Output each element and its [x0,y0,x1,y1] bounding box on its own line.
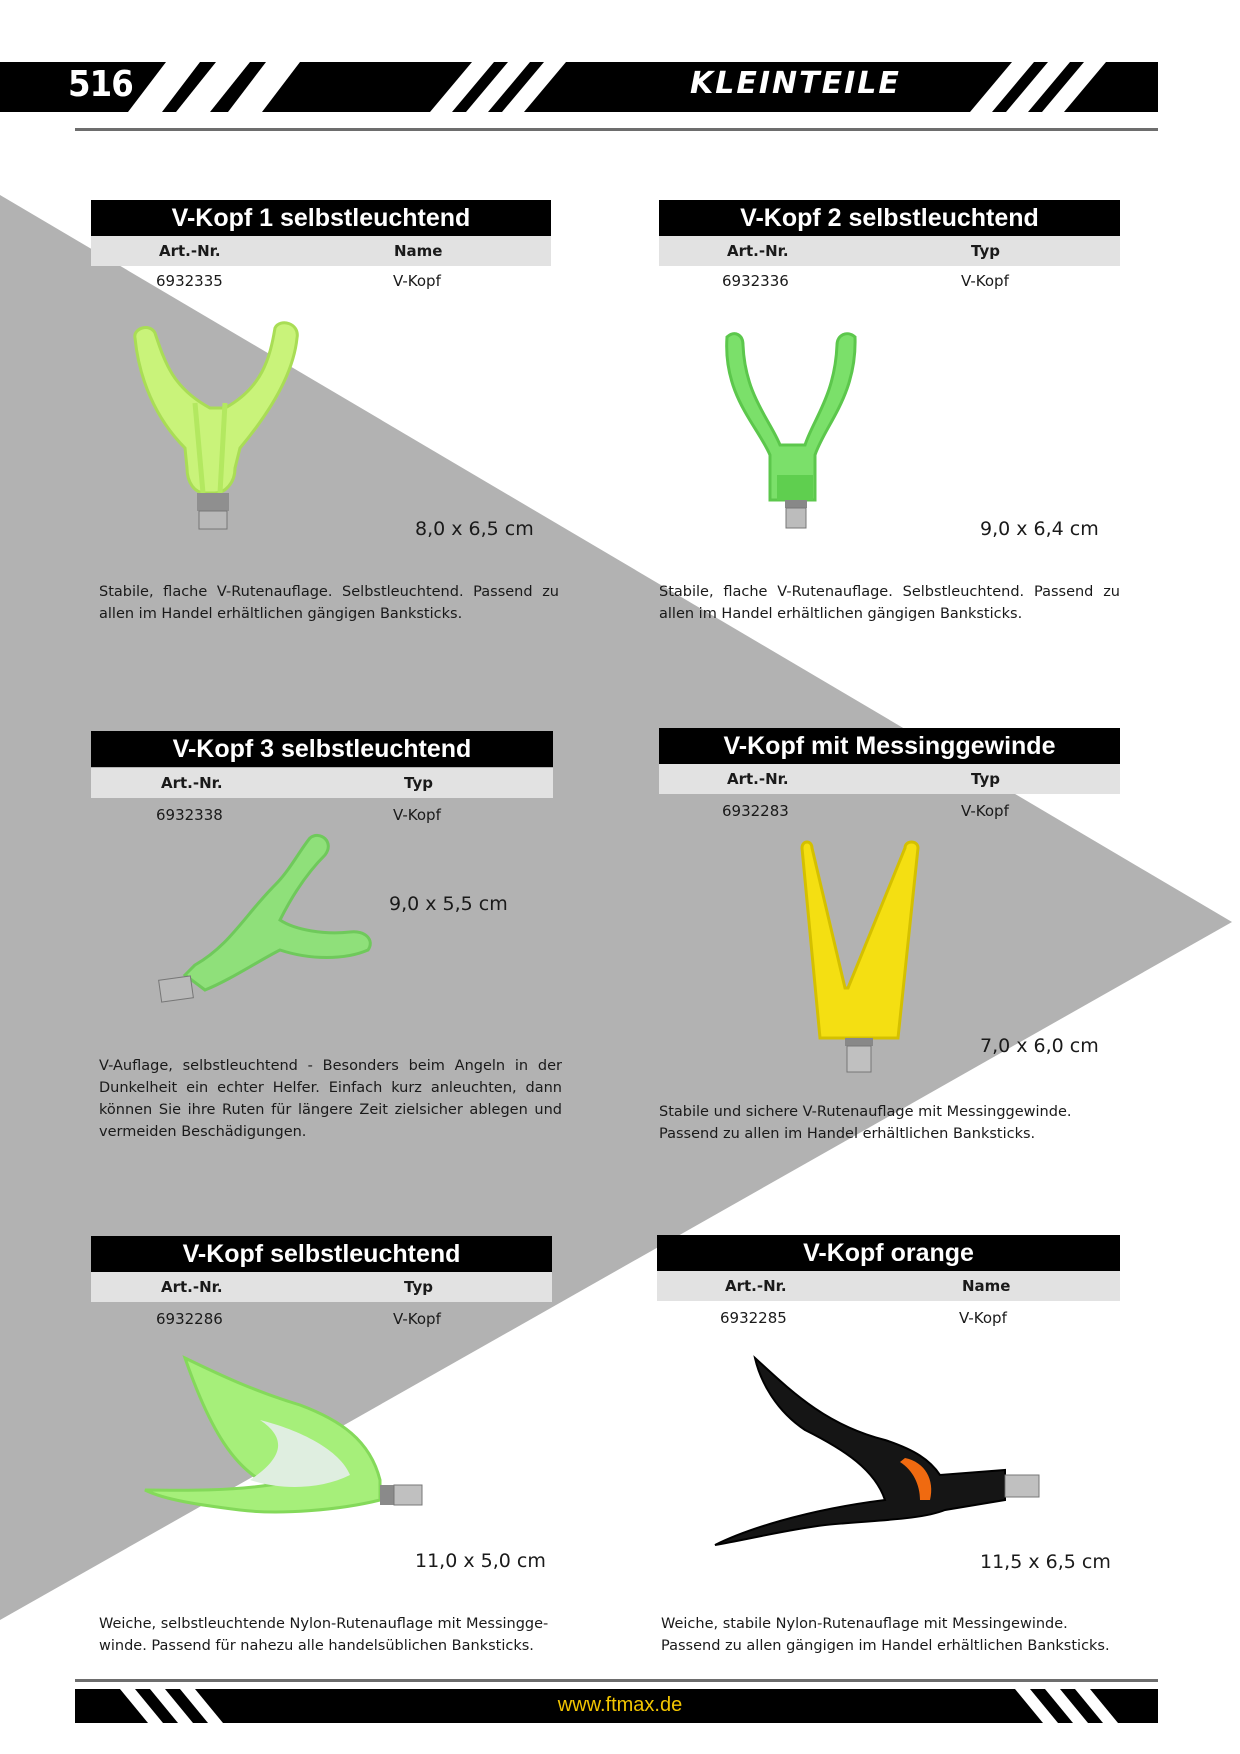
table-header [91,768,553,798]
footer-divider [75,1679,1158,1682]
product-description: Stabile, flache V-Rutenauflage. Selbstleuchtend. Passend zu allen im Handel erhältlichen gängigen Banksticks. [659,584,1120,622]
table-header [659,236,1120,266]
table-row [659,796,1120,822]
product-title: V-Kopf 3 selbstleuchtend [91,731,553,767]
product-description: Weiche, stabile Nylon-Rutenauflage mit Messingewinde. Passend zu allen gängigen im Handel erhältlichen Banksticks. [661,1616,1110,1654]
header-bar [0,62,1158,112]
green-soft-v-head-icon [140,1350,470,1540]
dimensions: 7,0 x 6,0 cm [980,1035,1099,1057]
dimensions: 9,0 x 5,5 cm [389,893,508,915]
art-nr-header: Art.-Nr. [161,1278,223,1296]
name-header: Name [394,242,443,260]
product-title: V-Kopf mit Messinggewinde [659,728,1120,764]
dimensions: 8,0 x 6,5 cm [415,518,534,540]
table-header [657,1271,1120,1301]
green-y-head-icon [715,325,865,535]
name-value: V-Kopf [959,1309,1007,1327]
product-description: V-Auflage, selbstleuchtend - Besonders beim Angeln in der Dunkelheit ein echter Helfer. Einfach kurz anleuchten, dann können Sie ihre Ruten für längere Zeit zielsicher ablegen und vermeiden Beschädigungen. [99,1058,562,1140]
table-header [659,764,1120,794]
product-title: V-Kopf 2 selbstleuchtend [659,200,1120,236]
footer-url-link[interactable]: www.ftmax.de [557,1694,683,1716]
type-header: Typ [404,1278,433,1296]
dimensions: 11,0 x 5,0 cm [415,1550,546,1572]
table-header [91,236,551,266]
art-nr-header: Art.-Nr. [725,1277,787,1295]
product-title: V-Kopf selbstleuchtend [91,1236,552,1272]
yellow-v-head-icon [790,838,930,1088]
art-nr-header: Art.-Nr. [727,770,789,788]
art-nr-value: 6932285 [720,1309,787,1327]
table-row [659,266,1120,292]
type-value: V-Kopf [961,272,1009,290]
art-nr-value: 6932336 [722,272,789,290]
product-description: Weiche, selbstleuchtende Nylon-Rutenauflage mit Messingge-winde. Passend für nahezu alle handelsüblichen Banksticks. [99,1616,549,1654]
product-title: V-Kopf 1 selbstleuchtend [91,200,551,236]
table-row [91,266,551,292]
green-angled-v-head-icon [150,830,425,1020]
header-divider [75,128,1158,131]
type-header: Typ [971,242,1000,260]
art-nr-header: Art.-Nr. [727,242,789,260]
table-row [91,1304,552,1330]
art-nr-header: Art.-Nr. [161,774,223,792]
product-description: Stabile, flache V-Rutenauflage. Selbstleuchtend. Passend zu allen im Handel erhältlichen gängigen Banksticks. [99,584,559,622]
type-header: Typ [404,774,433,792]
type-header: Typ [971,770,1000,788]
page-number: 516 [68,64,133,105]
table-header [91,1272,552,1302]
section-title: KLEINTEILE [690,66,901,101]
table-row [657,1303,1120,1329]
type-value: V-Kopf [393,806,441,824]
name-header: Name [962,1277,1011,1295]
art-nr-value: 6932286 [156,1310,223,1328]
black-orange-v-head-icon [705,1350,1065,1550]
art-nr-value: 6932283 [722,802,789,820]
type-value: V-Kopf [393,1310,441,1328]
product-title: V-Kopf orange [657,1235,1120,1271]
table-row [91,800,553,826]
product-description: Stabile und sichere V-Rutenauflage mit Messinggewinde. Passend zu allen im Handel erhältlichen Banksticks. [659,1104,1072,1142]
type-value: V-Kopf [961,802,1009,820]
name-value: V-Kopf [393,272,441,290]
dimensions: 11,5 x 6,5 cm [980,1551,1111,1573]
dimensions: 9,0 x 6,4 cm [980,518,1099,540]
art-nr-header: Art.-Nr. [159,242,221,260]
green-wide-v-head-icon [125,318,310,538]
art-nr-value: 6932338 [156,806,223,824]
art-nr-value: 6932335 [156,272,223,290]
